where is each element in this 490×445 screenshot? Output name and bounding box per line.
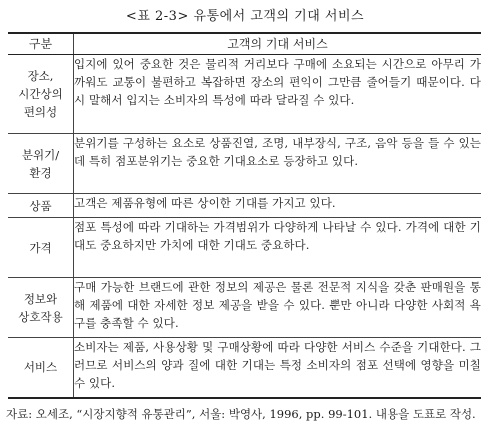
category-line: 가격 (29, 240, 52, 255)
table-row (8, 194, 481, 218)
table-title: <표 2-3> 유통에서 고객의 기대 서비스 (125, 9, 365, 24)
table-row (8, 338, 481, 398)
category-line: 장소, (27, 69, 54, 83)
category-line: 편의성 (23, 105, 58, 119)
category-line: 상품 (29, 198, 52, 213)
header-description: 고객의 기대 서비스 (74, 33, 482, 55)
row-category (8, 134, 74, 194)
row-category (8, 338, 74, 398)
row-description: 고객은 제품유형에 따른 상이한 기대를 가지고 있다. (74, 194, 482, 218)
category-line: 상호작용 (18, 309, 63, 324)
header-category: 구분 (8, 33, 74, 55)
category-line: 환경 (29, 165, 52, 180)
row-category (8, 194, 74, 218)
row-category (8, 278, 74, 338)
table-row (8, 278, 481, 338)
row-description: 구매 가능한 브랜드에 관한 정보의 제공은 물론 전문적 지식을 갖춘 판매원을 통해 제품에 대한 자세한 정보 제공을 받을 수 있다. 뿐만 아니라 다양한 사회적 욕구를 충족할 수 있다. (74, 278, 482, 338)
row-description: 점포 특성에 따라 기대하는 가격범위가 다양하게 나타날 수 있다. 가격에 대한 기대도 중요하지만 가치에 대한 기대도 중요하다. (74, 218, 482, 278)
row-category (8, 55, 74, 134)
source-note: 자료: 오세조, “시장지향적 유통관리”, 서울: 박영사, 1996, pp. 99-101. 내용을 도표로 작성. (6, 407, 476, 421)
expected-services-table (8, 32, 481, 399)
category-line: 정보와 (23, 291, 58, 306)
row-description: 분위기를 구성하는 요소로 상품진열, 조명, 내부장식, 구조, 음악 등을 들 수 있는데 특히 점포분위기는 중요한 기대요소로 등장하고 있다. (74, 134, 482, 194)
row-category (8, 218, 74, 278)
table-header-row (8, 33, 481, 55)
table-row (8, 134, 481, 194)
row-description: 소비자는 제품, 사용상황 및 구매상황에 따라 다양한 서비스 수준을 기대한다. 그러므로 서비스의 양과 질에 대한 기대는 특정 소비자의 점포 선택에 영향을 미칠 수 있다. (74, 338, 482, 398)
table-row (8, 55, 481, 134)
category-line: 서비스 (23, 360, 58, 375)
row-description: 입지에 있어 중요한 것은 물리적 거리보다 구매에 소요되는 시간으로 아무리 가까워도 교통이 불편하고 복잡하면 장소의 편익이 그만큼 줄어들기 때문이다. 다시 말해서 입지는 소비자의 특성에 따라 달라질 수 있다. (74, 55, 482, 134)
category-line: 시간상의 (18, 87, 63, 101)
table-row (8, 218, 481, 278)
category-line: 분위기/ (21, 147, 60, 162)
